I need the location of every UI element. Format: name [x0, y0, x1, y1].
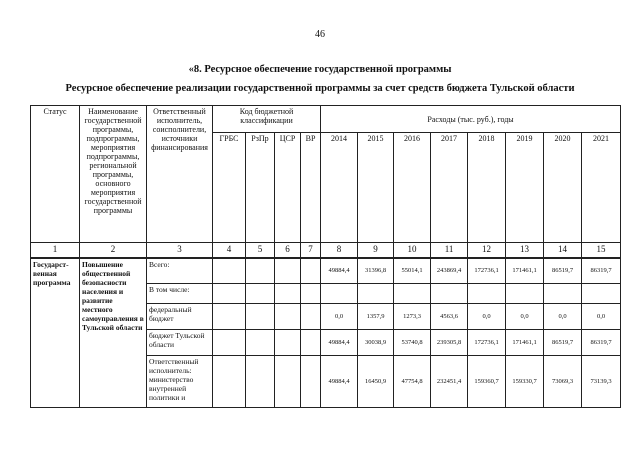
column-index: 12 — [468, 243, 506, 258]
cell-value: 73069,3 — [544, 356, 582, 408]
header-grbs: ГРБС — [213, 133, 246, 243]
cell-value: 86319,7 — [582, 258, 621, 284]
header-year: 2014 — [321, 133, 358, 243]
row-label: В том числе: — [147, 284, 213, 304]
header-status: Статус — [31, 106, 80, 243]
cell-value: 49884,4 — [321, 330, 358, 356]
cell-value — [544, 284, 582, 304]
table-title: Ресурсное обеспечение реализации государственной программы за счет средств бюджета Тульской области — [65, 83, 575, 94]
cell-value: 49884,4 — [321, 356, 358, 408]
header-rzpr: РзПр — [246, 133, 275, 243]
header-budget-code: Код бюджетной классификации — [213, 106, 321, 133]
cell-value — [358, 284, 394, 304]
header-year: 2021 — [582, 133, 621, 243]
header-year: 2018 — [468, 133, 506, 243]
column-index: 3 — [147, 243, 213, 258]
cell-value: 171461,1 — [506, 330, 544, 356]
header-year: 2016 — [394, 133, 431, 243]
cell-value: 1273,3 — [394, 304, 431, 330]
header-expenses: Расходы (тыс. руб.), годы — [321, 106, 621, 133]
cell-value: 55014,1 — [394, 258, 431, 284]
program-status: Государст-венная программа — [31, 258, 80, 408]
header-executor: Ответственный исполнитель, соисполнители, источники финансирования — [147, 106, 213, 243]
column-index: 7 — [301, 243, 321, 258]
row-label: федеральный бюджет — [147, 304, 213, 330]
cell-value: 73139,3 — [582, 356, 621, 408]
header-year: 2017 — [431, 133, 468, 243]
cell-value: 0,0 — [544, 304, 582, 330]
cell-value: 86319,7 — [582, 330, 621, 356]
cell-value: 159360,7 — [468, 356, 506, 408]
cell-value — [582, 284, 621, 304]
column-index: 9 — [358, 243, 394, 258]
header-csr: ЦСР — [275, 133, 301, 243]
header-year: 2015 — [358, 133, 394, 243]
header-year: 2019 — [506, 133, 544, 243]
cell-value: 49884,4 — [321, 258, 358, 284]
cell-value: 172736,1 — [468, 258, 506, 284]
cell-value — [468, 284, 506, 304]
cell-value: 30038,9 — [358, 330, 394, 356]
cell-value: 1357,9 — [358, 304, 394, 330]
cell-value: 243869,4 — [431, 258, 468, 284]
cell-value: 53740,8 — [394, 330, 431, 356]
program-name: Повышение общественной безопасности населения и развитие местного самоуправления в Тульской области — [80, 258, 147, 408]
cell-value: 4563,6 — [431, 304, 468, 330]
column-index: 8 — [321, 243, 358, 258]
header-year: 2020 — [544, 133, 582, 243]
column-index: 1 — [31, 243, 80, 258]
cell-value: 47754,8 — [394, 356, 431, 408]
cell-value: 86519,7 — [544, 330, 582, 356]
column-index: 15 — [582, 243, 621, 258]
row-label: бюджет Тульской области — [147, 330, 213, 356]
cell-value: 0,0 — [506, 304, 544, 330]
cell-value: 0,0 — [582, 304, 621, 330]
row-label: Всего: — [147, 258, 213, 284]
cell-value — [431, 284, 468, 304]
cell-value: 0,0 — [321, 304, 358, 330]
cell-value — [506, 284, 544, 304]
cell-value: 171461,1 — [506, 258, 544, 284]
column-index: 6 — [275, 243, 301, 258]
section-title: «8. Ресурсное обеспечение государственной программы — [188, 64, 452, 75]
header-name: Наименование государственной программы, подпрограммы, мероприятия подпрограммы, региональной программы, основного мероприятия государственной программы — [80, 106, 147, 243]
resource-table — [30, 105, 621, 408]
cell-value: 232451,4 — [431, 356, 468, 408]
cell-value: 16450,9 — [358, 356, 394, 408]
row-label: Ответственный исполнитель: министерство внутренней политики и — [147, 356, 213, 408]
cell-value: 159330,7 — [506, 356, 544, 408]
cell-value — [321, 284, 358, 304]
cell-value: 239305,8 — [431, 330, 468, 356]
cell-value — [394, 284, 431, 304]
column-index: 13 — [506, 243, 544, 258]
cell-value: 86519,7 — [544, 258, 582, 284]
table-row — [31, 258, 621, 284]
column-index: 5 — [246, 243, 275, 258]
column-index: 11 — [431, 243, 468, 258]
column-index: 4 — [213, 243, 246, 258]
column-index: 10 — [394, 243, 431, 258]
cell-value: 31396,8 — [358, 258, 394, 284]
page-number: 46 — [315, 29, 325, 40]
cell-value: 172736,1 — [468, 330, 506, 356]
column-index: 14 — [544, 243, 582, 258]
cell-value: 0,0 — [468, 304, 506, 330]
column-index: 2 — [80, 243, 147, 258]
header-vr: ВР — [301, 133, 321, 243]
